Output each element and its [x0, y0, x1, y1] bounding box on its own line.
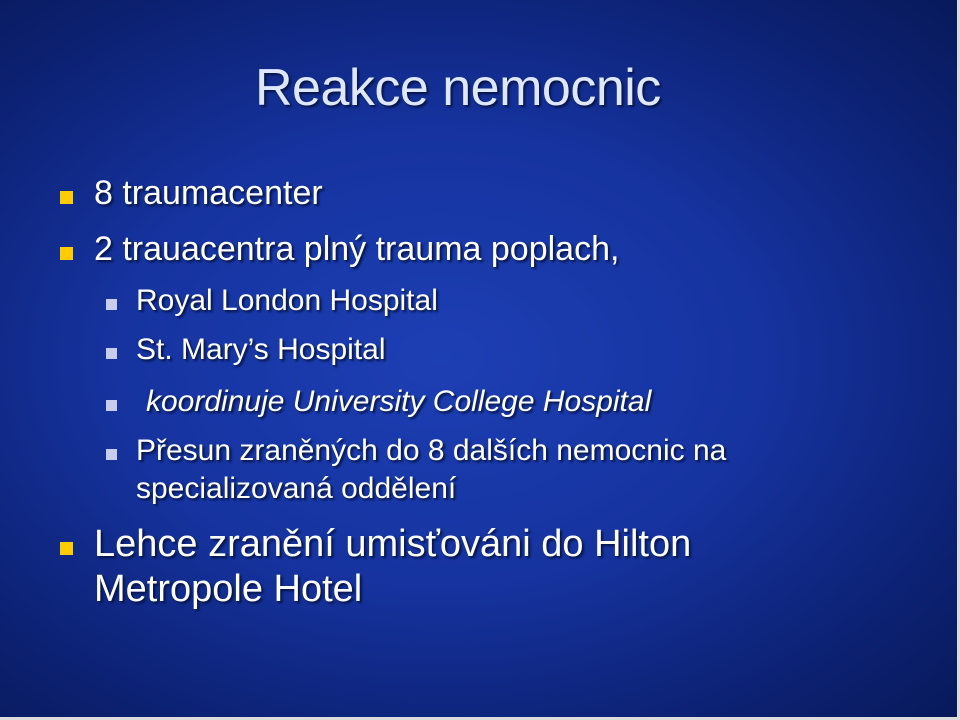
- bullet-item-2: 2 trauacentra plný trauma poplach,: [94, 230, 620, 268]
- bullet-square-icon: [60, 191, 73, 204]
- bullet-item-3-line-2: Metropole Hotel: [94, 568, 363, 610]
- sub-bullet-item-1: Royal London Hospital: [136, 284, 438, 317]
- sub-bullet-item-4-line-2: specializovaná oddělení: [136, 472, 457, 505]
- slide-title: Reakce nemocnic: [255, 59, 661, 117]
- sub-bullet-square-icon: [106, 400, 117, 411]
- bullet-square-icon: [60, 542, 73, 555]
- sub-bullet-square-icon: [106, 299, 117, 310]
- sub-bullet-square-icon: [106, 449, 117, 460]
- bullet-square-icon: [60, 247, 73, 260]
- sub-bullet-item-2: St. Mary’s Hospital: [136, 333, 386, 366]
- sub-bullet-item-3: koordinuje University College Hospital: [146, 385, 652, 418]
- sub-bullet-item-4-line-1: Přesun zraněných do 8 dalších nemocnic na: [136, 434, 727, 467]
- bullet-item-3-line-1: Lehce zranění umisťováni do Hilton: [94, 523, 692, 565]
- bullet-item-1: 8 traumacenter: [94, 174, 323, 212]
- sub-bullet-square-icon: [106, 348, 117, 359]
